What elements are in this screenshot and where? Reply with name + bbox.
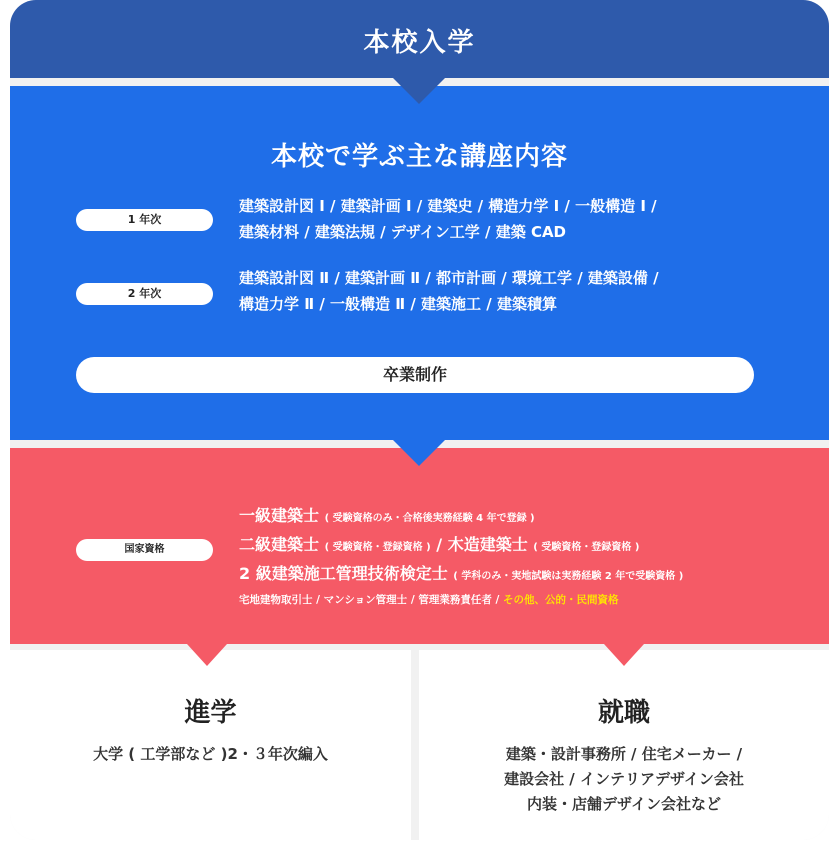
qualification-note: ( 受験資格・登録資格 ) [533, 542, 640, 553]
down-arrow-icon [393, 440, 445, 466]
qualification-note: ( 学科のみ・実地試験は実務経験 2 年で受験資格 ) [453, 571, 684, 582]
qualification-first-class-architect: 一級建築士 [239, 506, 320, 525]
employment-panel [419, 650, 829, 840]
qualification-row-4 [239, 592, 618, 607]
qualification-note: ( 受験資格のみ・合格後実務経験 4 年で登録 ) [324, 513, 535, 524]
employment-title: 就職 [597, 698, 650, 728]
enrollment-header [10, 0, 829, 78]
qualification-construction-manager: 2 級建築施工管理技術検定士 [239, 564, 448, 583]
qualification-row-3 [239, 561, 683, 584]
employment-line3: 内装・店舗デザイン会社など [527, 795, 721, 813]
employment-line2: 建設会社 / インテリアデザイン会社 [504, 770, 744, 788]
further-study-panel [10, 650, 411, 840]
qualification-separator: / [436, 535, 448, 554]
qualification-row-2 [239, 532, 639, 555]
year2-badge: 2 年次 [76, 283, 213, 305]
qualification-note: ( 受験資格・登録資格 ) [324, 542, 431, 553]
year2-courses [239, 265, 659, 317]
year1-badge: 1 年次 [76, 209, 213, 231]
qualification-highlight: その他、公的・民間資格 [502, 594, 619, 606]
further-study-text: 大学 ( 工学部など )2・３年次編入 [93, 745, 328, 763]
down-arrow-icon [604, 644, 644, 666]
qualification-wooden-architect: 木造建築士 [447, 535, 528, 554]
year1-line1: 建築設計図 Ⅰ / 建築計画 Ⅰ / 建築史 / 構造力学 Ⅰ / 一般構造 Ⅰ / [239, 197, 657, 215]
down-arrow-icon [187, 644, 227, 666]
employment-text [419, 742, 829, 817]
qualification-others: 宅地建物取引士 / マンション管理士 / 管理業務責任者 / [239, 594, 503, 606]
qualifications-badge: 国家資格 [76, 539, 213, 561]
year1-line2: 建築材料 / 建築法規 / デザイン工学 / 建築 CAD [239, 223, 567, 241]
flow-diagram [10, 0, 829, 840]
further-study-title: 進学 [184, 698, 237, 728]
down-arrow-icon [393, 78, 445, 104]
qualification-row-1 [239, 503, 535, 526]
qualification-second-class-architect: 二級建築士 [239, 535, 320, 554]
year1-courses [239, 193, 657, 245]
courses-title: 本校で学ぶ主な講座内容 [270, 142, 568, 172]
year2-line1: 建築設計図 Ⅱ / 建築計画 Ⅱ / 都市計画 / 環境工学 / 建築設備 / [239, 269, 659, 287]
enrollment-title: 本校入学 [363, 28, 476, 58]
employment-line1: 建築・設計事務所 / 住宅メーカー / [505, 745, 743, 763]
year2-line2: 構造力学 Ⅱ / 一般構造 Ⅱ / 建築施工 / 建築積算 [239, 295, 557, 313]
graduation-project-badge: 卒業制作 [76, 357, 754, 393]
